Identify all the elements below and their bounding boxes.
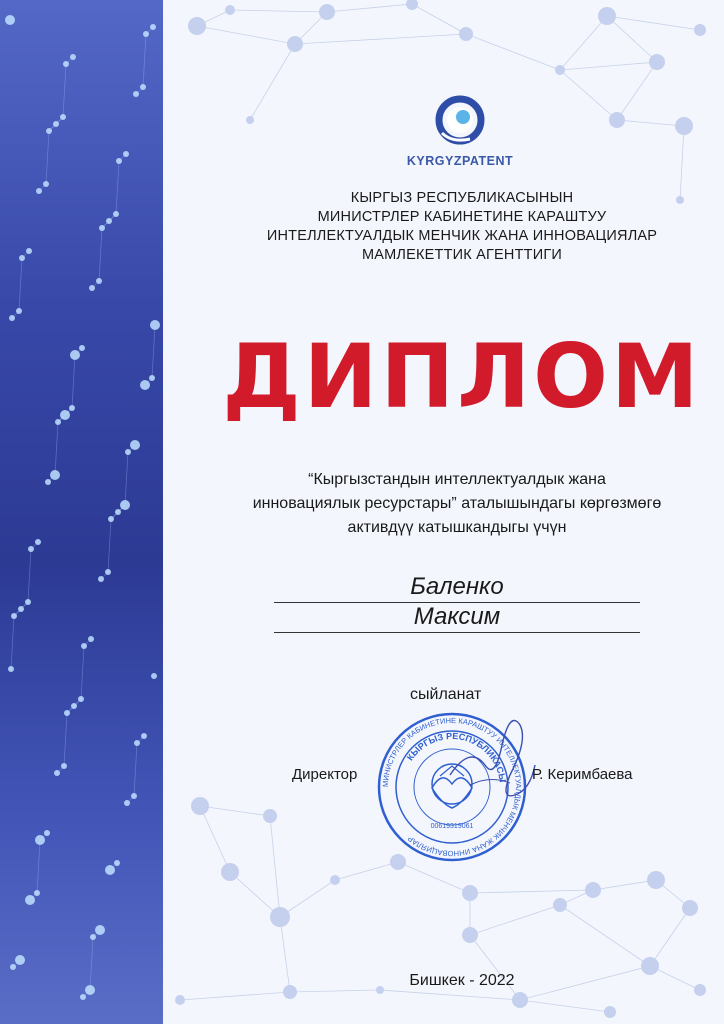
- band-node: [45, 479, 51, 485]
- band-node: [108, 516, 114, 522]
- network-node: [585, 882, 601, 898]
- network-node: [598, 7, 616, 25]
- network-line: [28, 549, 31, 602]
- network-line: [230, 872, 280, 917]
- network-line: [335, 862, 398, 880]
- kyrgyzpatent-logo-icon: [434, 95, 486, 145]
- seal-number: 00619319061: [430, 823, 474, 830]
- band-node: [125, 449, 131, 455]
- band-node: [85, 985, 95, 995]
- band-node: [18, 606, 24, 612]
- agency-line: МАМЛЕКЕТТИК АГЕНТТИГИ: [361, 247, 563, 263]
- network-line: [607, 16, 700, 30]
- band-node: [105, 865, 115, 875]
- reason-line: активдүү катышкандыгы үчүн: [347, 519, 567, 536]
- band-node: [26, 248, 32, 254]
- award-reason: [190, 468, 724, 540]
- director-signature: [440, 705, 540, 815]
- band-node: [46, 128, 52, 134]
- network-line: [99, 228, 102, 281]
- band-node: [61, 763, 67, 769]
- network-line: [466, 34, 560, 70]
- network-node: [191, 797, 209, 815]
- network-node: [462, 927, 478, 943]
- network-line: [72, 355, 75, 408]
- band-node: [105, 569, 111, 575]
- recipient-given-name: Максим: [274, 602, 640, 633]
- network-node: [604, 1006, 616, 1018]
- band-node: [34, 890, 40, 896]
- band-node: [150, 24, 156, 30]
- band-node: [120, 500, 130, 510]
- network-line: [152, 325, 155, 378]
- network-line: [63, 64, 66, 117]
- band-node: [35, 539, 41, 545]
- band-node: [115, 509, 121, 515]
- network-line: [470, 905, 560, 935]
- network-line: [560, 70, 617, 120]
- band-node: [149, 375, 155, 381]
- band-node: [70, 54, 76, 60]
- network-line: [607, 16, 657, 62]
- network-line: [470, 890, 593, 893]
- band-node: [63, 61, 69, 67]
- network-node: [287, 36, 303, 52]
- band-node: [5, 15, 15, 25]
- agency-line: КЫРГЫЗ РЕСПУБЛИКАСЫНЫН: [350, 190, 574, 206]
- network-node: [406, 0, 418, 10]
- network-node: [246, 116, 254, 124]
- network-node: [553, 898, 567, 912]
- network-node: [270, 907, 290, 927]
- network-node: [319, 4, 335, 20]
- network-line: [19, 258, 22, 311]
- band-node: [43, 181, 49, 187]
- network-node: [330, 875, 340, 885]
- logo: [395, 95, 525, 170]
- band-node: [70, 350, 80, 360]
- network-line: [470, 935, 520, 1000]
- band-node: [25, 599, 31, 605]
- band-node: [151, 673, 157, 679]
- band-node: [90, 934, 96, 940]
- logo-text: KYRGYZPATENT: [406, 154, 514, 168]
- network-line: [295, 34, 466, 44]
- band-node: [89, 285, 95, 291]
- network-node: [682, 900, 698, 916]
- network-node: [225, 5, 235, 15]
- network-node: [512, 992, 528, 1008]
- band-node: [11, 613, 17, 619]
- network-node: [175, 995, 185, 1005]
- band-node: [8, 666, 14, 672]
- reason-line: инновациялык ресурстары” аталышындагы көргөзмөгө: [252, 495, 662, 512]
- band-node: [64, 710, 70, 716]
- network-line: [593, 880, 656, 890]
- band-node: [15, 955, 25, 965]
- band-node: [98, 576, 104, 582]
- band-node: [81, 643, 87, 649]
- band-node: [10, 964, 16, 970]
- network-line: [617, 120, 684, 126]
- band-node: [143, 31, 149, 37]
- network-node: [555, 65, 565, 75]
- band-network-pattern: [0, 0, 163, 1024]
- network-node: [647, 871, 665, 889]
- network-node: [188, 17, 206, 35]
- network-node: [263, 809, 277, 823]
- band-node: [54, 770, 60, 776]
- agency-line: МИНИСТРЛЕР КАБИНЕТИНЕ КАРАШТУУ: [317, 209, 607, 225]
- network-line: [250, 44, 295, 120]
- band-node: [141, 733, 147, 739]
- network-line: [90, 937, 93, 990]
- network-line: [37, 840, 40, 893]
- band-node: [19, 255, 25, 261]
- network-line: [197, 26, 295, 44]
- band-node: [80, 994, 86, 1000]
- side-decor-band: [0, 0, 163, 1024]
- director-name: Р. Керимбаева: [532, 766, 633, 783]
- network-line: [134, 743, 137, 796]
- network-line: [180, 992, 290, 1000]
- network-line: [412, 4, 466, 34]
- network-line: [327, 4, 412, 12]
- network-line: [143, 34, 146, 87]
- band-node: [134, 740, 140, 746]
- seal-inner-text: КЫРГЫЗ РЕСПУБЛИКАСЫ: [404, 730, 508, 784]
- band-node: [133, 91, 139, 97]
- network-line: [290, 990, 380, 992]
- director-label: Директор: [292, 766, 358, 783]
- band-node: [124, 800, 130, 806]
- network-line: [270, 816, 280, 917]
- band-node: [96, 278, 102, 284]
- agency-line: ИНТЕЛЛЕКТУАЛДЫК МЕНЧИК ЖАНА ИННОВАЦИЯЛАР: [266, 228, 658, 244]
- seal-outer-text: МИНИСТРЛЕР КАБИНЕТИНЕ КАРАШТУУ ИНТЕЛЛЕКТУАЛДЫК МЕНЧИК ЖАНА ИННОВАЦИЯЛАР: [380, 715, 524, 859]
- band-node: [95, 925, 105, 935]
- network-line: [398, 862, 470, 893]
- network-line: [560, 16, 607, 70]
- network-line: [81, 646, 84, 699]
- band-node: [114, 860, 120, 866]
- recipient-surname: Баленко: [274, 572, 640, 603]
- band-node: [131, 793, 137, 799]
- network-line: [200, 806, 270, 816]
- diploma-title: ДИПЛОМ: [222, 325, 702, 428]
- network-line: [520, 1000, 610, 1012]
- network-node: [675, 117, 693, 135]
- band-node: [55, 419, 61, 425]
- band-node: [28, 546, 34, 552]
- band-node: [60, 114, 66, 120]
- band-node: [140, 84, 146, 90]
- network-line: [116, 161, 119, 214]
- awarded-label: сыйланат: [410, 686, 482, 703]
- band-node: [36, 188, 42, 194]
- band-node: [35, 835, 45, 845]
- band-node: [88, 636, 94, 642]
- network-line: [11, 616, 14, 669]
- network-node: [694, 24, 706, 36]
- band-node: [71, 703, 77, 709]
- band-node: [60, 410, 70, 420]
- band-node: [25, 895, 35, 905]
- network-line: [200, 806, 230, 872]
- band-node: [130, 440, 140, 450]
- band-node: [140, 380, 150, 390]
- band-node: [79, 345, 85, 351]
- network-node: [462, 885, 478, 901]
- network-line: [560, 62, 657, 70]
- network-line: [650, 908, 690, 966]
- network-line: [125, 452, 128, 505]
- network-line: [560, 905, 650, 966]
- band-node: [106, 218, 112, 224]
- network-node: [459, 27, 473, 41]
- network-line: [230, 10, 327, 12]
- network-line: [64, 713, 67, 766]
- band-node: [150, 320, 160, 330]
- city-year: Бишкек - 2022: [409, 972, 515, 989]
- network-node: [649, 54, 665, 70]
- network-line: [108, 519, 111, 572]
- network-line: [55, 422, 58, 475]
- network-node: [609, 112, 625, 128]
- band-node: [116, 158, 122, 164]
- network-node: [221, 863, 239, 881]
- network-line: [380, 990, 520, 1000]
- network-line: [617, 62, 657, 120]
- band-node: [123, 151, 129, 157]
- network-line: [46, 131, 49, 184]
- band-node: [113, 211, 119, 217]
- band-node: [78, 696, 84, 702]
- band-node: [69, 405, 75, 411]
- band-node: [44, 830, 50, 836]
- agency-name: [200, 189, 724, 265]
- band-node: [99, 225, 105, 231]
- band-node: [50, 470, 60, 480]
- band-node: [16, 308, 22, 314]
- band-node: [9, 315, 15, 321]
- band-node: [53, 121, 59, 127]
- reason-line: “Кыргызстандын интеллектуалдык жана: [308, 471, 606, 488]
